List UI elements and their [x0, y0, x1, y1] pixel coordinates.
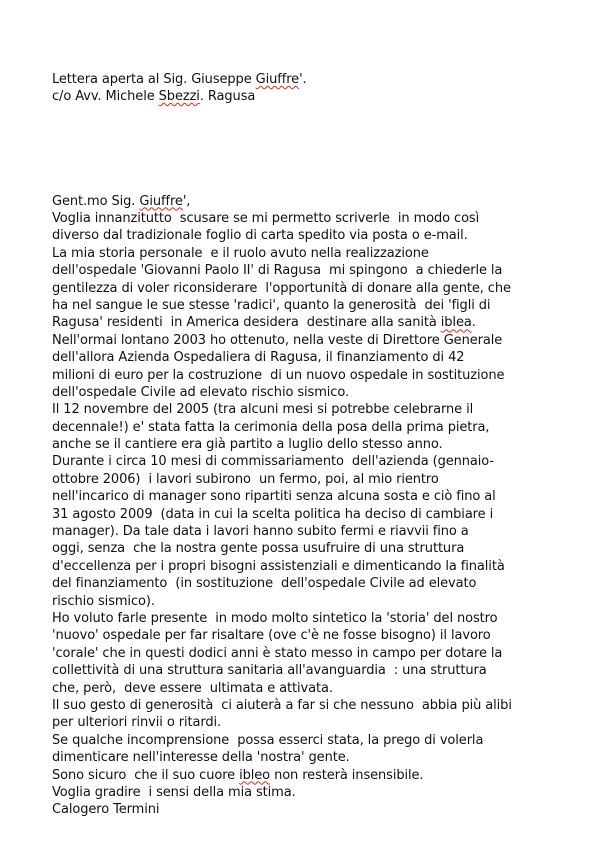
body-line	[52, 540, 597, 557]
letter-text	[52, 36, 597, 853]
body-line	[52, 662, 597, 679]
body-line	[52, 262, 597, 279]
misspelled-word: Sbezzi	[158, 89, 200, 105]
body-line	[52, 749, 597, 766]
text-run: Se qualche incomprensione possa esserci stata, la prego di volerla	[52, 732, 484, 748]
misspelled-word: ibleo	[239, 767, 271, 783]
body-line	[52, 610, 597, 627]
body-line	[52, 593, 597, 610]
text-run: dell'ospedale 'Giovanni Paolo II' di Ragusa mi spingono a chiederle la	[52, 263, 503, 279]
text-run: Voglia innanzitutto scusare se mi permetto scriverle in modo così	[52, 211, 480, 226]
body-line	[52, 697, 597, 714]
text-run: ',	[182, 193, 191, 209]
body-line	[52, 523, 597, 540]
body-line	[52, 245, 597, 262]
body-line	[52, 801, 597, 818]
body-line	[52, 314, 597, 331]
misspelled-word: iblea	[440, 315, 472, 331]
text-run: .	[471, 315, 476, 331]
body-line	[52, 227, 597, 244]
body-line	[52, 280, 597, 297]
body-line	[52, 471, 597, 488]
body-line	[52, 419, 597, 436]
text-run: Gent.mo Sig.	[52, 193, 140, 209]
misspelled-word: Giuffre	[139, 193, 183, 209]
text-run: diverso dal tradizionale foglio di carta spedito via posta o e-mail.	[52, 228, 468, 244]
text-run: La mia storia personale e il ruolo avuto nella realizzazione	[52, 245, 429, 261]
text-run: 31 agosto 2009 (data in cui la scelta politica ha deciso di cambiare i	[52, 506, 494, 522]
text-run: collettività di una struttura sanitaria all'avanguardia : una struttura	[52, 663, 487, 679]
body-line	[52, 488, 597, 505]
body-line	[52, 575, 597, 592]
text-run: manager). Da tale data i lavori hanno subito fermi e riavvii fino a	[52, 524, 469, 540]
text-run: c/o Avv. Michele	[52, 89, 159, 105]
text-run: ha nel sangue le sue stesse 'radici', quanto la generosità dei 'figli di	[52, 297, 491, 313]
text-run: Voglia gradire i sensi della mia stima.	[52, 784, 296, 800]
text-run: Ragusa' residenti in America desidera destinare alla sanità	[52, 315, 441, 331]
text-run: '.	[299, 71, 307, 87]
body-line	[52, 645, 597, 662]
text-run: Durante i circa 10 mesi di commissariamento dell'azienda (gennaio-	[52, 454, 494, 470]
text-run: decennale!) e' stata fatta la cerimonia della posa della prima pietra,	[52, 419, 490, 435]
body-line	[52, 784, 597, 801]
header-line	[52, 71, 597, 88]
misspelled-word: Giuffre	[255, 71, 300, 87]
text-run: d'eccellenza per i propri bisogni assistenziali e dimenticando la finalità	[52, 558, 505, 574]
text-run: milioni di euro per la costruzione di un nuovo ospedale in sostituzione	[52, 367, 505, 383]
body-line	[52, 506, 597, 523]
text-run: 'corale' che in questi dodici anni è stato messo in campo per dotare la	[52, 645, 503, 661]
body-line	[52, 767, 597, 784]
body-line	[52, 558, 597, 575]
body-line	[52, 297, 597, 314]
text-run: che, però, deve essere ultimata e attivata.	[52, 680, 333, 696]
blank-line	[52, 140, 597, 157]
body-line	[52, 401, 597, 418]
text-run: oggi, senza che la nostra gente possa usufruire di una struttura	[52, 541, 465, 557]
text-run: Il 12 novembre del 2005 (tra alcuni mesi si potrebbe celebrarne il	[52, 402, 474, 418]
text-run: Calogero Termini	[52, 802, 160, 818]
body-line	[52, 367, 597, 384]
header-line	[52, 88, 597, 105]
letter-header	[52, 71, 597, 106]
body-line	[52, 349, 597, 366]
body-line	[52, 453, 597, 470]
body-line	[52, 627, 597, 644]
text-run: del finanziamento (in sostituzione dell'ospedale Civile ad elevato	[52, 576, 477, 592]
letter-body	[52, 193, 597, 819]
text-run: 'nuovo' ospedale per far risaltare (ove c'è ne fosse bisogno) il lavoro	[52, 628, 491, 644]
body-line	[52, 332, 597, 349]
body-line	[52, 384, 597, 401]
text-run: Sono sicuro che il suo cuore	[52, 767, 240, 783]
body-line	[52, 714, 597, 731]
text-run: nell'incarico di manager sono ripartiti senza alcuna sosta e ciò fino al	[52, 489, 496, 505]
body-line	[52, 210, 597, 227]
text-run: rischio sismico).	[52, 593, 155, 609]
body-line	[52, 680, 597, 697]
text-run: . Ragusa	[199, 89, 256, 105]
text-run: gentilezza di voler riconsiderare l'opportunità di donare alla gente, che	[52, 280, 511, 296]
text-run: per ulteriori rinvii o ritardi.	[52, 715, 222, 731]
text-run: Nell'ormai lontano 2003 ho ottenuto, nella veste di Direttore Generale	[52, 332, 503, 348]
text-run: Ho voluto farle presente in modo molto sintetico la 'storia' del nostro	[52, 610, 498, 626]
body-line	[52, 436, 597, 453]
text-run: anche se il cantiere era già partito a luglio dello stesso anno.	[52, 437, 443, 453]
text-run: Lettera aperta al Sig. Giuseppe	[52, 71, 256, 87]
text-run: non resterà insensibile.	[270, 767, 424, 783]
text-run: dimenticare nell'interesse della 'nostra' gente.	[52, 750, 350, 766]
text-run: dell'allora Azienda Ospedaliera di Ragusa, il finanziamento di 42	[52, 350, 465, 366]
text-run: Il suo gesto di generosità ci aiuterà a far si che nessuno abbia più alibi	[52, 697, 512, 713]
body-line	[52, 732, 597, 749]
text-run: ottobre 2006) i lavori subirono un fermo, poi, al mio rientro	[52, 471, 439, 487]
text-run: dell'ospedale Civile ad elevato rischio sismico.	[52, 384, 349, 400]
body-line	[52, 193, 597, 210]
